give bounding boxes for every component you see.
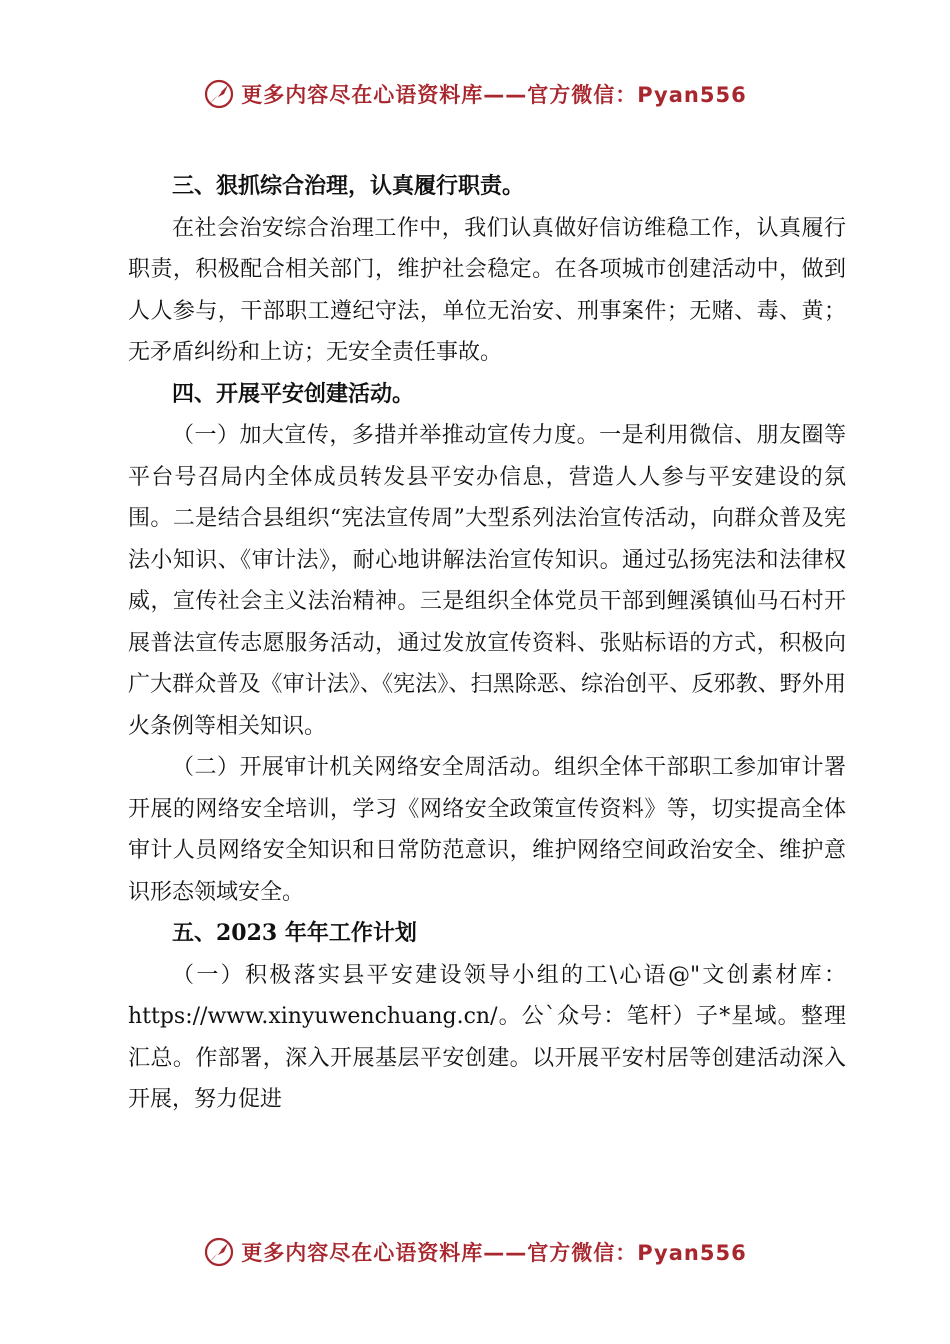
section-heading-3: 三、狠抓综合治理，认真履行职责。 (172, 173, 525, 199)
banner-text: 更多内容尽在心语资料库——官方微信：Pyan556 (241, 83, 747, 107)
banner-text: 更多内容尽在心语资料库——官方微信：Pyan556 (241, 1241, 747, 1265)
paragraph: （一）加大宣传，多措并举推动宣传力度。一是利用微信、朋友圈等平台号召局内全体成员转发县平安办信息，营造人人参与平安建设的氛围。二是结合县组织“宪法宣传周”大型系列法治宣传活动，向群众普及宪法小知识、《审计法》，耐心地讲解法治宣传知识。通过弘扬宪法和法律权威，宣传社会主义法治精神。三是组织全体党员干部到鲤溪镇仙马石村开展普法宣传志愿服务活动，通过发放宣传资料、张贴标语的方式，积极向广大群众普及《审计法》、《宪法》、扫黑除恶、综治创平、反邪教、野外用火条例等相关知识。 (128, 423, 846, 739)
header-banner (0, 74, 950, 114)
document-body (128, 166, 846, 1121)
section-heading-4: 四、开展平安创建活动。 (172, 380, 415, 407)
section-heading-5: 五、2023 年年工作计划 (172, 920, 417, 946)
paragraph: 在社会治安综合治理工作中，我们认真做好信访维稳工作，认真履行职责，积极配合相关部门，维护社会稳定。在各项城市创建活动中，做到人人参与，干部职工遵纪守法，单位无治安、刑事案件；无赌、毒、黄；无矛盾纠纷和上访；无安全责任事故。 (128, 215, 846, 365)
paragraph: （一）积极落实县平安建设领导小组的工\心语@"文创素材库：https://www.xinyuwenchuang.cn/。公`众号：笔杆）子*星域。整理汇总。作部署，深入开展基层平安创建。以开展平安村居等创建活动深入开展，努力促进 (128, 962, 846, 1112)
quill-pen-logo-icon (203, 78, 235, 110)
footer-banner (0, 1232, 950, 1272)
paragraph: （二）开展审计机关网络安全周活动。组织全体干部职工参加审计署开展的网络安全培训，学习《网络安全政策宣传资料》等，切实提高全体审计人员网络安全知识和日常防范意识，维护网络空间政治安全、维护意识形态领域安全。 (128, 755, 846, 905)
quill-pen-logo-icon (203, 1236, 235, 1268)
